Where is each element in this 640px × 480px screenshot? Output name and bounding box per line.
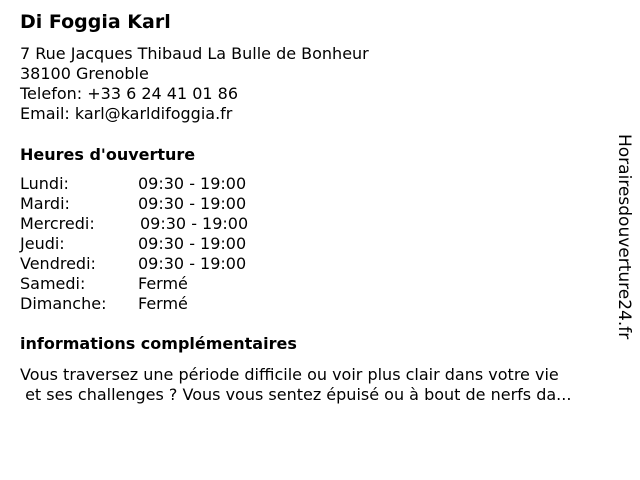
hours-day: Dimanche: <box>20 294 107 313</box>
hours-time: Fermé <box>138 274 188 293</box>
opening-hours-heading: Heures d'ouverture <box>20 145 196 164</box>
hours-time: 09:30 - 19:00 <box>138 254 247 273</box>
hours-row-saturday <box>20 274 320 294</box>
email-address[interactable]: Email: karl@karldifoggia.fr <box>20 104 233 123</box>
hours-time: Fermé <box>138 294 188 313</box>
hours-row-sunday <box>20 294 320 314</box>
business-name: Di Foggia Karl <box>20 11 171 33</box>
hours-row-wednesday <box>20 214 320 234</box>
hours-row-thursday <box>20 234 320 254</box>
opening-hours-table <box>20 174 320 314</box>
hours-day: Samedi: <box>20 274 86 293</box>
hours-time: 09:30 - 19:00 <box>138 234 247 253</box>
site-watermark-text: Horairesdouverture24.fr <box>614 134 634 340</box>
hours-row-friday <box>20 254 320 274</box>
hours-row-monday <box>20 174 320 194</box>
hours-day: Vendredi: <box>20 254 96 273</box>
additional-info-heading: informations complémentaires <box>20 334 297 353</box>
additional-info-line: Vous traversez une période difficile ou voir plus clair dans votre vie <box>20 365 559 384</box>
address-city: 38100 Grenoble <box>20 64 149 83</box>
additional-info-line: et ses challenges ? Vous vous sentez épuisé ou à bout de nerfs da... <box>20 385 572 404</box>
hours-day: Mercredi: <box>20 214 95 233</box>
hours-time: 09:30 - 19:00 <box>138 174 247 193</box>
site-watermark <box>612 134 636 369</box>
hours-day: Lundi: <box>20 174 69 193</box>
hours-row-tuesday <box>20 194 320 214</box>
hours-day: Mardi: <box>20 194 70 213</box>
hours-day: Jeudi: <box>20 234 65 253</box>
hours-time: 09:30 - 19:00 <box>138 194 247 213</box>
contact-block <box>20 44 369 124</box>
hours-time: 09:30 - 19:00 <box>140 214 249 233</box>
additional-info-text <box>20 365 571 405</box>
phone-number[interactable]: Telefon: +33 6 24 41 01 86 <box>20 84 239 103</box>
address-street: 7 Rue Jacques Thibaud La Bulle de Bonheur <box>20 44 369 63</box>
